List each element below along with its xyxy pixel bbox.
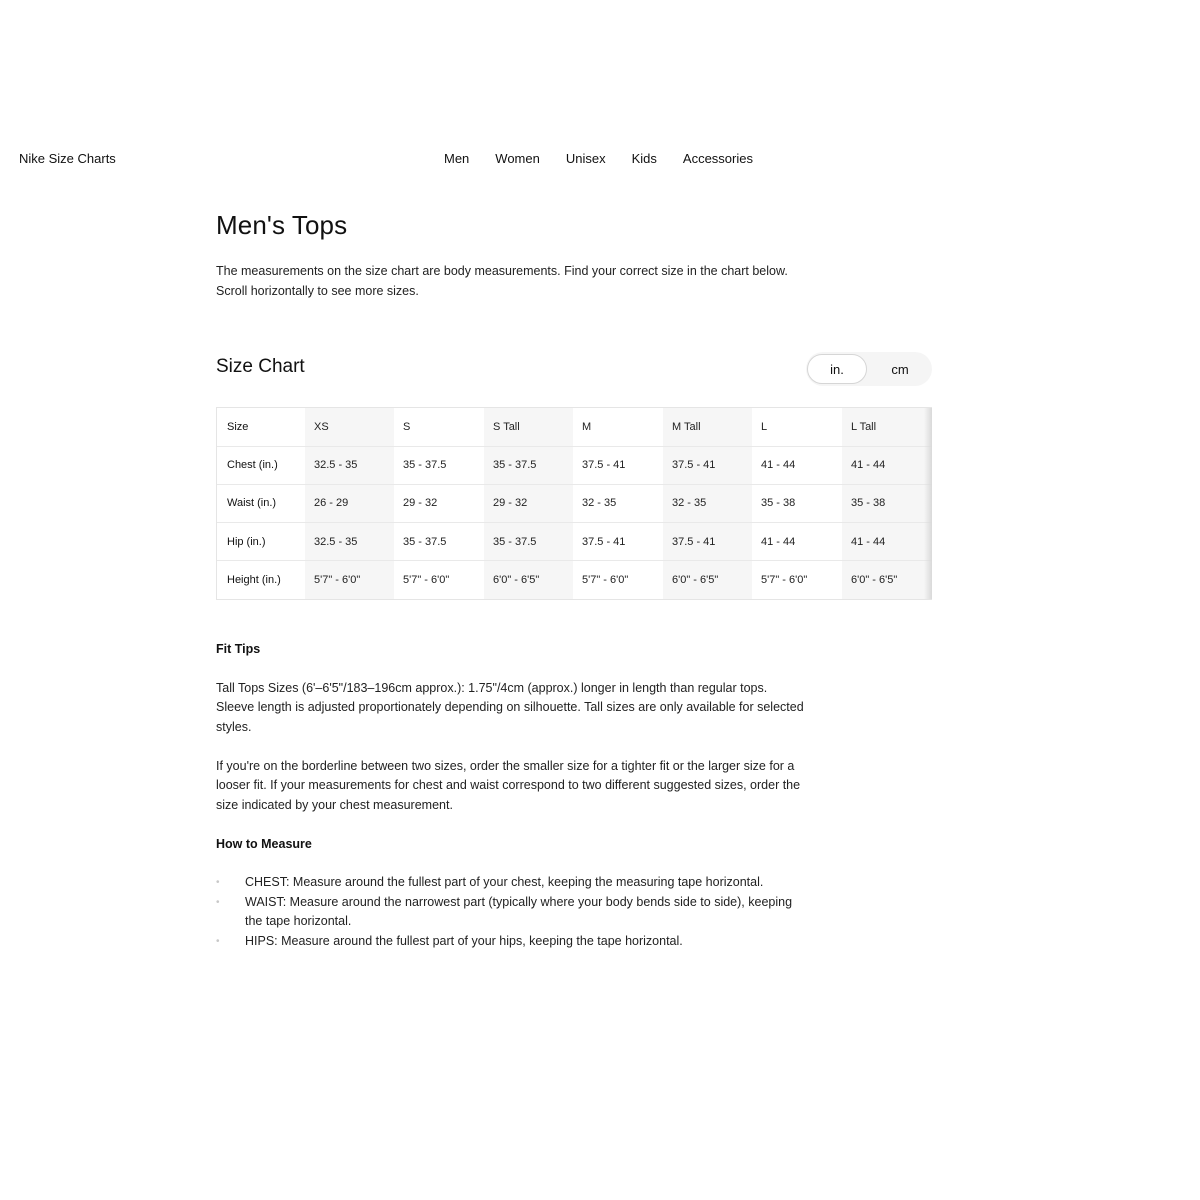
tips-section xyxy=(216,640,806,951)
unit-toggle xyxy=(806,352,932,386)
table-cell: 5'7" - 6'0" xyxy=(305,561,394,599)
nav-women[interactable]: Women xyxy=(495,151,540,166)
table-row xyxy=(217,523,932,561)
table-row xyxy=(217,446,932,484)
table-cell: S Tall xyxy=(484,408,573,446)
fit-tip-borderline: If you're on the borderline between two sizes, order the smaller size for a tighter fit or the larger size for a looser fit. If your measurements for chest and waist correspond to two different suggested sizes, order the size indicated by your chest measurement. xyxy=(216,758,801,812)
table-cell: 29 - 32 xyxy=(484,484,573,522)
measure-text: WAIST: Measure around the narrowest part (typically where your body bends side to side), keeping the tape horizontal. xyxy=(245,894,793,928)
table-cell: 35 - 37.5 xyxy=(394,446,484,484)
nav-accessories[interactable]: Accessories xyxy=(682,151,753,166)
top-nav xyxy=(444,151,779,166)
table-cell: 32.5 - 35 xyxy=(305,523,394,561)
size-chart-title: Size Chart xyxy=(216,356,305,377)
fit-tips-title: Fit Tips xyxy=(216,642,261,656)
table-cell: 26 - 29 xyxy=(305,484,394,522)
table-cell: 6'0" - 6'5" xyxy=(842,561,932,599)
table-row xyxy=(217,561,932,599)
table-cell: 32 - 35 xyxy=(663,484,752,522)
row-label: Hip (in.) xyxy=(217,523,305,561)
table-row xyxy=(217,484,932,522)
unit-cm-button[interactable]: cm xyxy=(870,354,930,384)
row-label: Height (in.) xyxy=(217,561,305,599)
table-cell: 37.5 - 41 xyxy=(573,446,663,484)
scroll-fade xyxy=(924,408,932,599)
unit-inches-button[interactable]: in. xyxy=(807,354,867,384)
nav-kids[interactable]: Kids xyxy=(631,151,657,166)
table-cell: 37.5 - 41 xyxy=(573,523,663,561)
table-cell: 41 - 44 xyxy=(752,446,842,484)
table-cell: 6'0" - 6'5" xyxy=(663,561,752,599)
table-cell: 32 - 35 xyxy=(573,484,663,522)
table-cell: XS xyxy=(305,408,394,446)
row-label: Size xyxy=(217,408,305,446)
how-to-measure-title: How to Measure xyxy=(216,836,312,851)
measure-item-waist xyxy=(216,893,806,932)
size-table-scroll[interactable] xyxy=(216,407,932,600)
table-cell: 5'7" - 6'0" xyxy=(752,561,842,599)
table-cell: L Tall xyxy=(842,408,932,446)
table-cell: S xyxy=(394,408,484,446)
table-cell: 37.5 - 41 xyxy=(663,523,752,561)
row-label: Waist (in.) xyxy=(217,484,305,522)
table-cell: 32.5 - 35 xyxy=(305,446,394,484)
nav-men[interactable]: Men xyxy=(444,151,470,166)
table-cell: 29 - 32 xyxy=(394,484,484,522)
measure-list xyxy=(216,873,806,951)
measure-item-chest xyxy=(216,873,806,893)
table-cell: 5'7" - 6'0" xyxy=(394,561,484,599)
brand-title[interactable]: Nike Size Charts xyxy=(19,151,116,166)
table-cell: L xyxy=(752,408,842,446)
size-chart-header xyxy=(216,352,932,386)
table-cell: 35 - 37.5 xyxy=(484,446,573,484)
measure-text: HIPS: Measure around the fullest part of your hips, keeping the tape horizontal. xyxy=(245,933,683,948)
intro-text: The measurements on the size chart are body measurements. Find your correct size in the chart below. Scroll horizontally to see more sizes. xyxy=(216,264,788,298)
table-cell: 35 - 37.5 xyxy=(394,523,484,561)
table-cell: 5'7" - 6'0" xyxy=(573,561,663,599)
table-cell: 41 - 44 xyxy=(842,523,932,561)
size-table xyxy=(217,408,932,599)
table-cell: 35 - 38 xyxy=(842,484,932,522)
table-cell: M xyxy=(573,408,663,446)
measure-text: CHEST: Measure around the fullest part of your chest, keeping the measuring tape horizontal. xyxy=(245,875,764,889)
main-content xyxy=(216,210,936,301)
nav-unisex[interactable]: Unisex xyxy=(565,151,606,166)
table-cell: 35 - 37.5 xyxy=(484,523,573,561)
bullet-icon: • xyxy=(216,877,220,888)
table-cell: M Tall xyxy=(663,408,752,446)
table-cell: 41 - 44 xyxy=(752,523,842,561)
fit-tip-tall: Tall Tops Sizes (6'–6'5"/183–196cm approx.): 1.75"/4cm (approx.) longer in length than regular tops. Sleeve length is adjusted proportionately depending on silhouette. Tall sizes are only available for selected styles. xyxy=(216,680,804,734)
table-cell: 41 - 44 xyxy=(842,446,932,484)
bullet-icon: • xyxy=(216,935,220,947)
bullet-icon: • xyxy=(216,896,220,908)
table-cell: 35 - 38 xyxy=(752,484,842,522)
row-label: Chest (in.) xyxy=(217,446,305,484)
table-header-row xyxy=(217,408,932,446)
page-title: Men's Tops xyxy=(216,210,348,240)
table-cell: 37.5 - 41 xyxy=(663,446,752,484)
table-cell: 6'0" - 6'5" xyxy=(484,561,573,599)
measure-item-hips xyxy=(216,932,806,952)
